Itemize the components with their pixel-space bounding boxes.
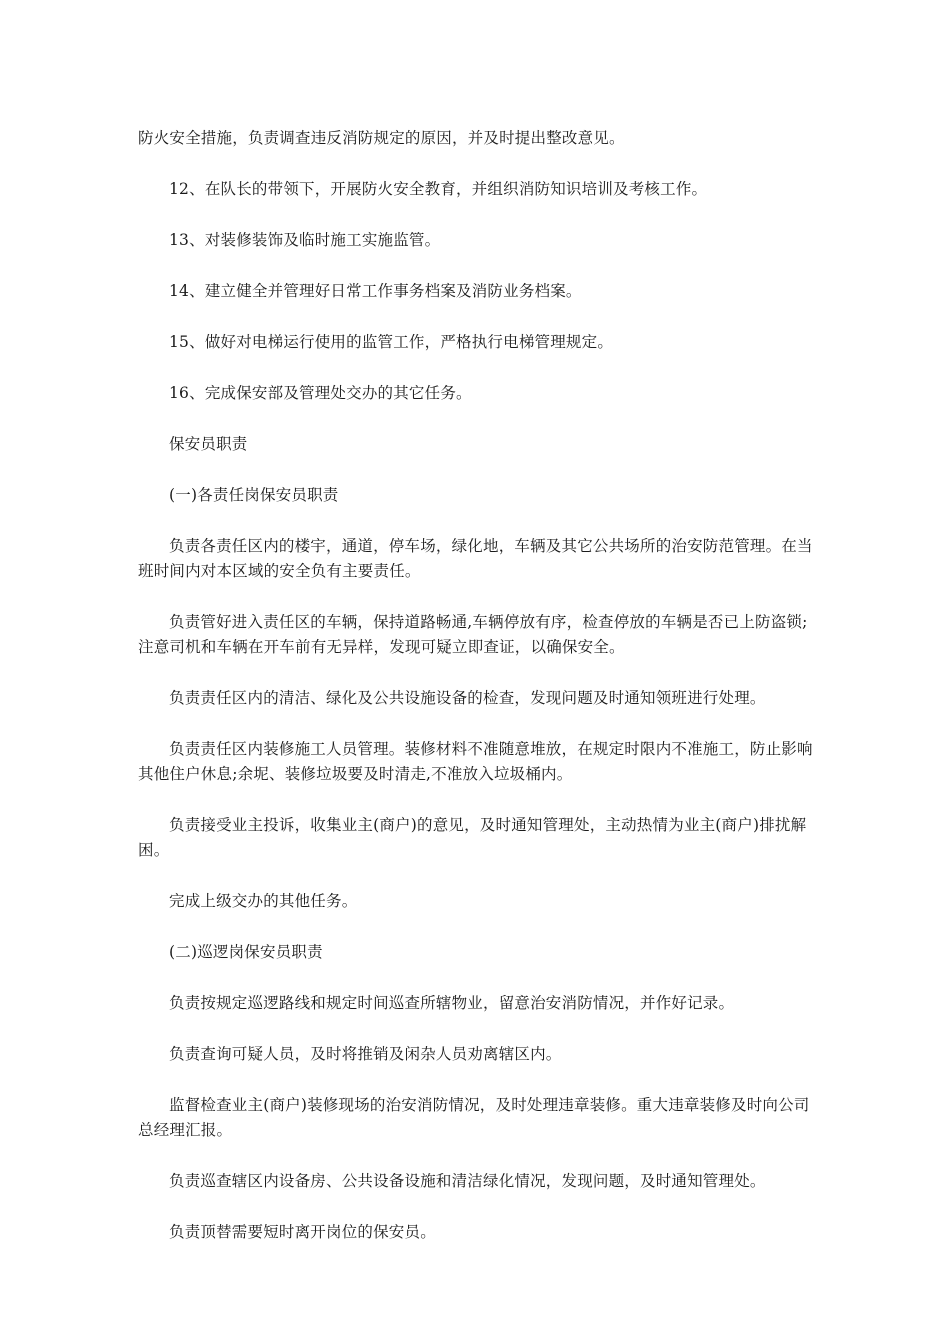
paragraph-post-duty-2: 负责管好进入责任区的车辆，保持道路畅通,车辆停放有序，检查停放的车辆是否已上防盗锁;注意司机和车辆在开车前有无异样，发现可疑立即查证，以确保安全。	[138, 613, 808, 656]
document-page	[138, 126, 814, 1271]
paragraph-item-14: 14、建立健全并管理好日常工作事务档案及消防业务档案。	[169, 282, 582, 300]
subsection-heading-post-guard: (一)各责任岗保安员职责	[169, 486, 339, 504]
paragraph-patrol-duty-5: 负责顶替需要短时离开岗位的保安员。	[169, 1223, 436, 1241]
subsection-heading-patrol-guard: (二)巡逻岗保安员职责	[169, 943, 323, 961]
paragraph-patrol-duty-1: 负责按规定巡逻路线和规定时间巡查所辖物业，留意治安消防情况，并作好记录。	[169, 994, 735, 1012]
paragraph-item-13: 13、对装修装饰及临时施工实施监管。	[169, 231, 441, 249]
paragraph-item-12: 12、在队长的带领下，开展防火安全教育，并组织消防知识培训及考核工作。	[169, 180, 708, 198]
section-heading-guard-duties: 保安员职责	[169, 435, 248, 453]
paragraph-item-15: 15、做好对电梯运行使用的监管工作，严格执行电梯管理规定。	[169, 333, 614, 351]
paragraph-item-16: 16、完成保安部及管理处交办的其它任务。	[169, 384, 472, 402]
paragraph-patrol-duty-3: 监督检查业主(商户)装修现场的治安消防情况，及时处理违章装修。重大违章装修及时向公司总经理汇报。	[138, 1096, 810, 1139]
paragraph-patrol-duty-4: 负责巡查辖区内设备房、公共设备设施和清洁绿化情况，发现问题，及时通知管理处。	[169, 1172, 766, 1190]
paragraph-post-duty-5: 负责接受业主投诉，收集业主(商户)的意见，及时通知管理处，主动热情为业主(商户)排扰解困。	[138, 816, 807, 859]
paragraph-post-duty-1: 负责各责任区内的楼宇，通道，停车场，绿化地，车辆及其它公共场所的治安防范管理。在当班时间内对本区域的安全负有主要责任。	[138, 537, 813, 580]
paragraph-continuation: 防火安全措施，负责调查违反消防规定的原因，并及时提出整改意见。	[138, 129, 625, 147]
paragraph-patrol-duty-2: 负责查询可疑人员，及时将推销及闲杂人员劝离辖区内。	[169, 1045, 562, 1063]
paragraph-post-duty-4: 负责责任区内装修施工人员管理。装修材料不准随意堆放，在规定时限内不准施工，防止影响其他住户休息;余坭、装修垃圾要及时清走,不准放入垃圾桶内。	[138, 740, 813, 783]
paragraph-post-duty-6: 完成上级交办的其他任务。	[169, 892, 358, 910]
paragraph-post-duty-3: 负责责任区内的清洁、绿化及公共设施设备的检查，发现问题及时通知领班进行处理。	[169, 689, 766, 707]
